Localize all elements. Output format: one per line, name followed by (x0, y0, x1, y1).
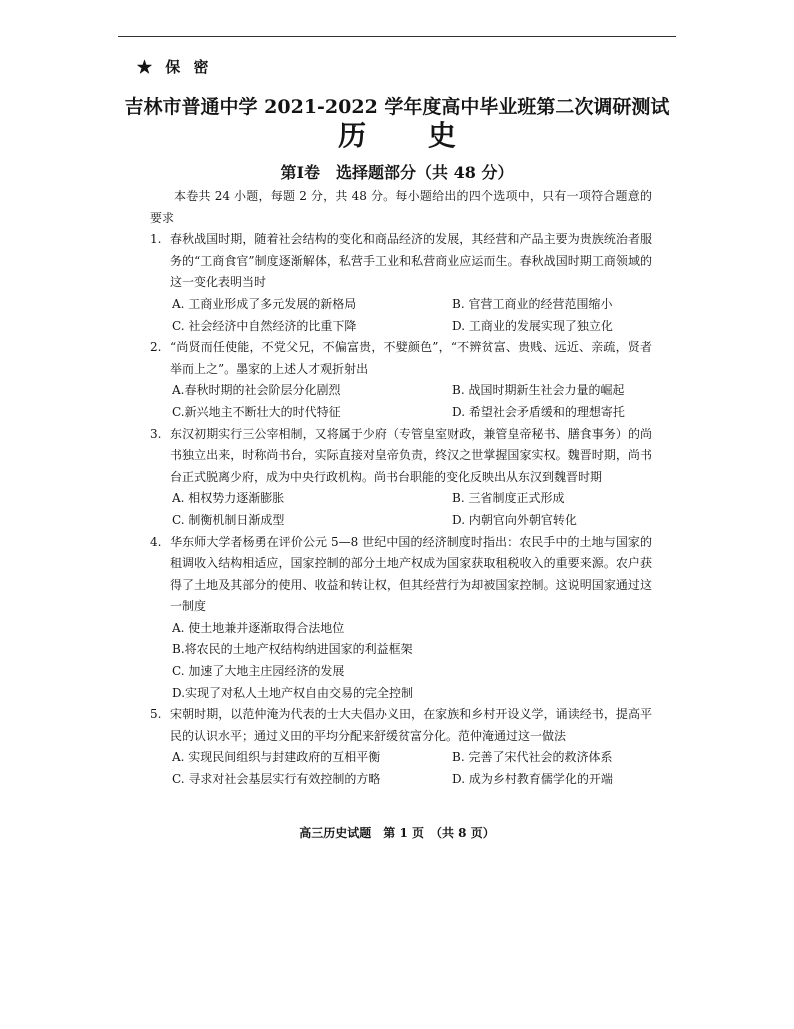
question-number: 1. (150, 232, 162, 247)
option-d: D.实现了对私人土地产权自由交易的完全控制 (172, 685, 414, 700)
option-d: D. 工商业的发展实现了独立化 (452, 318, 613, 333)
option-a: A.春秋时期的社会阶层分化剧烈 (172, 383, 341, 398)
question-4 (150, 532, 652, 705)
option-c: C. 加速了大地主庄园经济的发展 (172, 664, 345, 679)
exam-title: 吉林市普通中学 2021-2022 学年度高中毕业班第二次调研测试 (124, 96, 670, 118)
confidential-label: ★ 保 密 (137, 58, 213, 76)
question-text: “尚贤而任使能，不党父兄，不偏富贵，不嬖颜色”，“不辨贫富、贵贱、远近、亲疏，贤者举而上之”。墨家的上述人才观折射出 (170, 340, 652, 376)
options (150, 618, 652, 704)
question-text: 东汉初期实行三公宰相制，又将属于少府（专管皇室财政，兼管皇帝秘书、膳食事务）的尚书独立出来，时称尚书台，实际直接对皇帝负责，终汉之世掌握国家实权。魏晋时期，尚书台正式脱离少府，成为中央行政机构。尚书台职能的变化反映出从东汉到魏晋时期 (170, 426, 652, 484)
options (150, 747, 652, 790)
option-a: A. 工商业形成了多元发展的新格局 (172, 296, 357, 311)
instructions: 本卷共 24 小题，每题 2 分，共 48 分。每小题给出的四个选项中，只有一项符合题意的要求 (150, 189, 652, 225)
question-2 (150, 337, 652, 423)
question-number: 4. (150, 534, 162, 549)
page-footer: 高三历史试题 第 1 页 （共 8 页） (299, 826, 495, 840)
question-number: 3. (150, 426, 162, 441)
option-d: D. 内朝官向外朝官转化 (452, 512, 577, 527)
option-b: B. 三省制度正式形成 (452, 491, 565, 506)
section-title: 第Ⅰ卷 选择题部分（共 48 分） (280, 163, 514, 182)
question-1 (150, 229, 652, 337)
option-a: A. 相权势力逐渐膨胀 (172, 491, 285, 506)
options (150, 294, 652, 337)
option-c: C. 社会经济中自然经济的比重下降 (172, 318, 357, 333)
question-3 (150, 424, 652, 532)
options (150, 380, 652, 423)
top-divider (118, 36, 676, 37)
option-d: D. 希望社会矛盾缓和的理想寄托 (452, 404, 625, 419)
question-number: 2. (150, 340, 162, 355)
option-b: B. 官营工商业的经营范围缩小 (452, 296, 613, 311)
option-a: A. 使土地兼并逐渐取得合法地位 (172, 620, 345, 635)
option-b: B. 完善了宋代社会的救济体系 (452, 750, 613, 765)
question-5 (150, 704, 652, 790)
question-stem (150, 229, 652, 294)
option-a: A. 实现民间组织与封建政府的互相平衡 (172, 750, 381, 765)
question-number: 5. (150, 707, 162, 722)
option-c: C.新兴地主不断壮大的时代特征 (172, 404, 341, 419)
question-text: 春秋战国时期，随着社会结构的变化和商品经济的发展，其经营和产品主要为贵族统治者服务的“工商食官”制度逐渐解体，私营手工业和私营商业应运而生。春秋战国时期工商领域的这一变化表明当时 (170, 232, 652, 290)
question-text: 宋朝时期，以范仲淹为代表的士大夫倡办义田，在家族和乡村开设义学，诵读经书，提高平民的认识水平；通过义田的平均分配来舒缓贫富分化。范仲淹通过这一做法 (170, 707, 652, 743)
question-text: 华东师大学者杨勇在评价公元 5—8 世纪中国的经济制度时指出：农民手中的土地与国家的租调收入结构相适应，国家控制的部分土地产权成为国家获取租税收入的重要来源。农户获得了土地及其部分的使用、收益和转让权，但其经营行为却被国家控制。这说明国家通过这一制度 (170, 534, 652, 614)
option-d: D. 成为乡村教育儒学化的开端 (452, 772, 613, 787)
options (150, 488, 652, 531)
question-stem (150, 532, 652, 618)
exam-content (150, 186, 652, 791)
option-c: C. 制衡机制日渐成型 (172, 512, 285, 527)
option-b: B.将农民的土地产权结构纳进国家的利益框架 (172, 642, 413, 657)
question-stem (150, 424, 652, 489)
option-c: C. 寻求对社会基层实行有效控制的方略 (172, 772, 381, 787)
question-stem (150, 704, 652, 747)
subject-title: 历 史 (338, 119, 482, 152)
question-stem (150, 337, 652, 380)
option-b: B. 战国时期新生社会力量的崛起 (452, 383, 625, 398)
